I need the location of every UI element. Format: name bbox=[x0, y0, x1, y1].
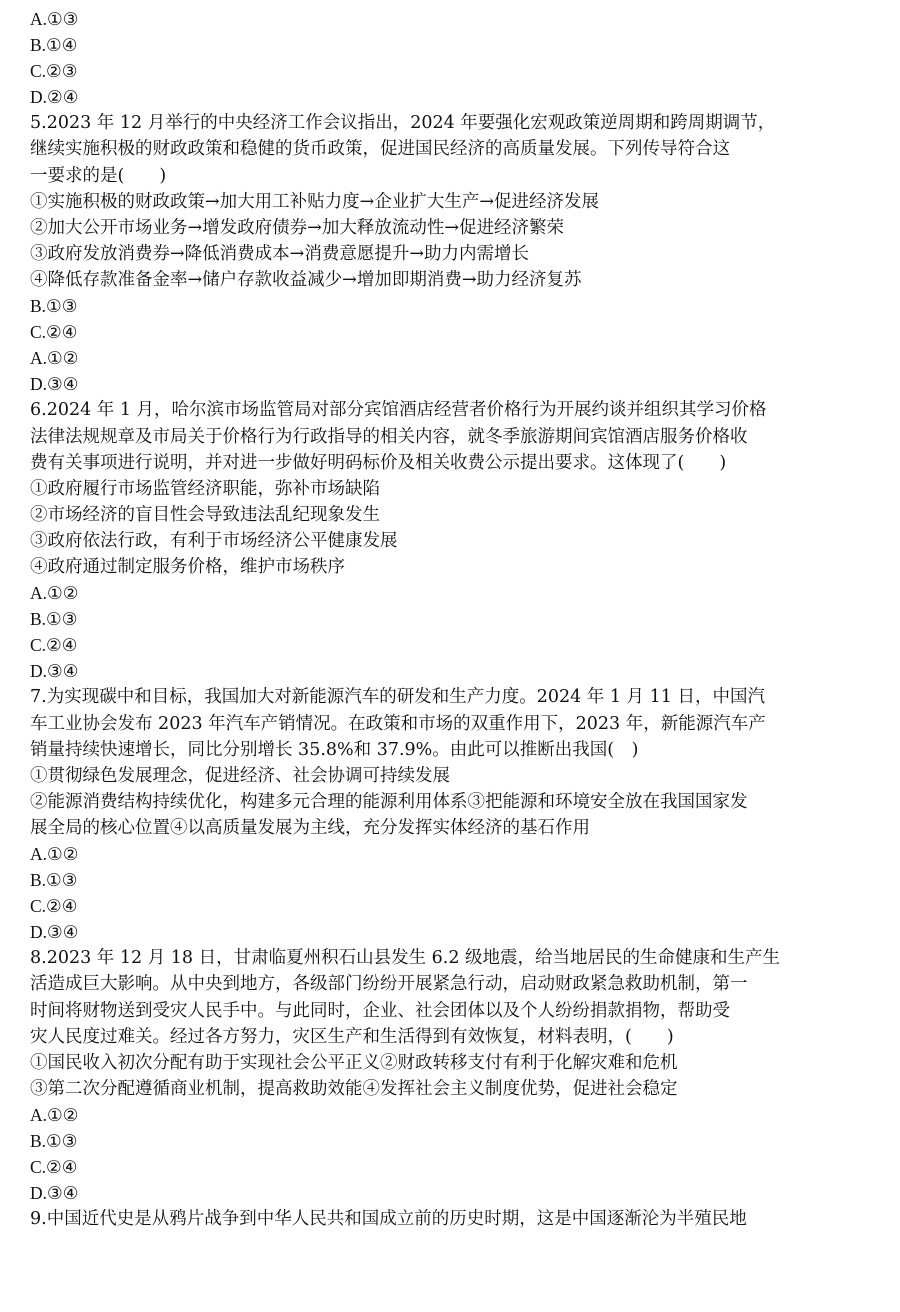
question-text-line: 9.中国近代史是从鸦片战争到中华人民共和国成立前的历史时期，这是中国逐渐沦为半殖民地 bbox=[30, 1209, 747, 1230]
question-text-line: 6.2024 年 1 月，哈尔滨市场监管局对部分宾馆酒店经营者价格行为开展约谈并组织其学习价格 bbox=[30, 400, 767, 421]
answer-option: A.①② bbox=[30, 348, 79, 369]
answer-option: D.③④ bbox=[30, 661, 79, 682]
answer-option: B.①③ bbox=[30, 609, 78, 630]
statement-item: ②能源消费结构持续优化，构建多元合理的能源利用体系③把能源和环境安全放在我国国家发 bbox=[30, 791, 748, 812]
answer-option: A.①② bbox=[30, 1104, 79, 1125]
statement-item: ④政府通过制定服务价格，维护市场秩序 bbox=[30, 556, 345, 577]
question-text-line: 销量持续快速增长，同比分别增长 35.8%和 37.9%。由此可以推断出我国( ) bbox=[30, 739, 639, 760]
question-text-line: 灾人民度过难关。经过各方努力，灾区生产和生活得到有效恢复，材料表明，( ) bbox=[30, 1026, 674, 1047]
statement-item: ②市场经济的盲目性会导致违法乱纪现象发生 bbox=[30, 504, 380, 525]
statement-item: ②加大公开市场业务→增发政府债券→加大释放流动性→促进经济繁荣 bbox=[30, 217, 564, 238]
answer-option: A.①② bbox=[30, 844, 79, 864]
question-text-line: 时间将财物送到受灾人民手中。与此同时，企业、社会团体以及个人纷纷捐款捐物，帮助受 bbox=[30, 1000, 730, 1021]
answer-option: C.②④ bbox=[30, 896, 78, 917]
question-text-line: 继续实施积极的财政政策和稳健的货币政策，促进国民经济的高质量发展。下列传导符合这 bbox=[30, 139, 730, 160]
question-text-line: 7.为实现碳中和目标，我国加大对新能源汽车的研发和生产力度。2024 年 1 月 11 日，中国汽 bbox=[30, 687, 765, 708]
question-text-line: 一要求的是( ) bbox=[30, 165, 167, 186]
statement-item: ③政府依法行政，有利于市场经济公平健康发展 bbox=[30, 530, 398, 551]
answer-option: B.①③ bbox=[30, 870, 78, 891]
statement-item: ③政府发放消费券→降低消费成本→消费意愿提升→助力内需增长 bbox=[30, 243, 529, 264]
statement-item: 展全局的核心位置④以高质量发展为主线，充分发挥实体经济的基石作用 bbox=[30, 817, 590, 838]
answer-option: C.②④ bbox=[30, 635, 78, 656]
answer-option: C.②④ bbox=[30, 1157, 78, 1178]
statement-item: ①国民收入初次分配有助于实现社会公平正义②财政转移支付有利于化解灾难和危机 bbox=[30, 1052, 678, 1073]
statement-item: ①政府履行市场监管经济职能，弥补市场缺陷 bbox=[30, 478, 380, 499]
question-text-line: 活造成巨大影响。从中央到地方，各级部门纷纷开展紧急行动，启动财政紧急救助机制，第一 bbox=[30, 974, 748, 995]
answer-option: D.③④ bbox=[30, 374, 79, 395]
statement-item: ①贯彻绿色发展理念，促进经济、社会协调可持续发展 bbox=[30, 765, 450, 786]
statement-item: ③第二次分配遵循商业机制，提高救助效能④发挥社会主义制度优势，促进社会稳定 bbox=[30, 1078, 678, 1099]
answer-option: D.③④ bbox=[30, 922, 79, 943]
answer-option: B.①③ bbox=[30, 296, 78, 317]
answer-option: A.①③ bbox=[30, 9, 79, 29]
answer-option: D.③④ bbox=[30, 1183, 79, 1204]
question-text-line: 费有关事项进行说明，并对进一步做好明码标价及相关收费公示提出要求。这体现了( ) bbox=[30, 452, 727, 473]
answer-option: A.①② bbox=[30, 583, 79, 604]
question-text-line: 8.2023 年 12 月 18 日，甘肃临夏州积石山县发生 6.2 级地震，给当地居民的生命健康和生产生 bbox=[30, 948, 781, 969]
answer-option: C.②③ bbox=[30, 61, 78, 82]
answer-option: B.①④ bbox=[30, 35, 78, 56]
answer-option: C.②④ bbox=[30, 322, 78, 343]
question-text-line: 法律法规规章及市局关于价格行为行政指导的相关内容，就冬季旅游期间宾馆酒店服务价格收 bbox=[30, 426, 748, 447]
question-text-line: 5.2023 年 12 月举行的中央经济工作会议指出，2024 年要强化宏观政策逆周期和跨周期调节， bbox=[30, 113, 776, 134]
answer-option: B.①③ bbox=[30, 1131, 78, 1152]
statement-item: ①实施积极的财政政策→加大用工补贴力度→企业扩大生产→促进经济发展 bbox=[30, 191, 599, 212]
answer-option: D.②④ bbox=[30, 87, 79, 108]
question-text-line: 车工业协会发布 2023 年汽车产销情况。在政策和市场的双重作用下，2023 年，新能源汽车产 bbox=[30, 713, 766, 734]
statement-item: ④降低存款准备金率→储户存款收益减少→增加即期消费→助力经济复苏 bbox=[30, 269, 582, 290]
